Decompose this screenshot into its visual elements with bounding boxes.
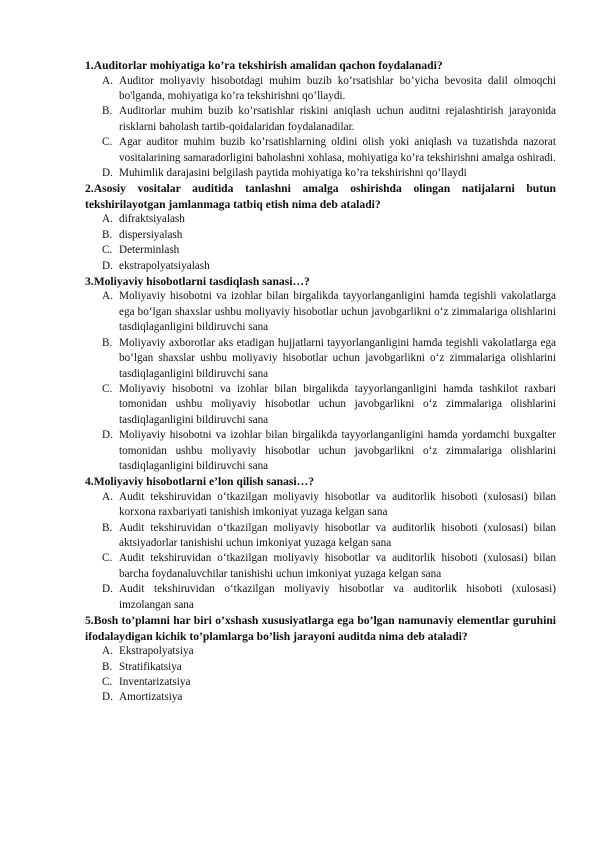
option-text: Moliyaviy axborotlar aks etadigan hujjatlarni tayyorlanganligini hamda tegishli vakolatlarga ega bo‘lgan shaxslar ushbu moliyaviy hisobotlar uchun javobgarlikni o‘z zimmalariga olishlarini tasdiqlaganligini bildiruvchi sana [119, 336, 556, 380]
question-block [85, 58, 556, 181]
answer-option [85, 644, 556, 659]
answer-options [85, 644, 556, 706]
option-letter: B. [102, 228, 113, 241]
option-text: Auditorlar muhim buzib ko’rsatishlar riskini aniqlash uchun auditni rejalashtirish jarayonida risklarni baholash tartib-qoidalaridan foydalanadilar. [119, 105, 556, 133]
option-text: Determinlash [119, 244, 180, 257]
answer-options [85, 212, 556, 274]
answer-option [85, 228, 556, 243]
answer-options [85, 289, 556, 474]
question-block [85, 181, 556, 274]
question-text: 2.Asosiy vositalar auditida tanlashni amalga oshirishda olingan natijalarni butun tekshirilayotgan jamlanmaga tatbiq etish nima deb ataladi? [85, 182, 556, 211]
option-letter: C. [102, 382, 113, 395]
answer-option [85, 243, 556, 258]
option-text: Moliyaviy hisobotni va izohlar bilan birgalikda tayyorlanganligini hamda yordamchi buxgalter tomonidan ushbu moliyaviy hisobotlar uchun javobgarlikni o‘z zimmalariga olishlarini tasdiqlaganligini bildiruvchi sana [119, 429, 556, 472]
answer-option [85, 336, 556, 382]
option-letter: B. [102, 105, 113, 118]
option-letter: A. [102, 290, 113, 303]
option-text: Muhimlik darajasini belgilash paytida mohiyatiga ko’ra tekshirishni qo’llaydi [119, 166, 467, 179]
answer-option [85, 382, 556, 428]
question-text: 5.Bosh to’plamni har biri o’xshash xususiyatlarga ega bo’lgan namunaviy elementlar guruhini ifodalaydigan kichik to’plamlarga bo’lish jarayoni auditda nima deb ataladi? [85, 614, 556, 643]
option-letter: B. [102, 521, 113, 534]
answer-option [85, 660, 556, 675]
option-text: Inventarizatsiya [119, 675, 191, 688]
option-text: Stratifikatsiya [119, 660, 182, 673]
answer-options [85, 490, 556, 613]
answer-option [85, 582, 556, 613]
option-text: ekstrapolyatsiyalash [119, 259, 210, 272]
option-letter: D. [102, 583, 113, 596]
option-text: Audit tekshiruvidan o‘tkazilgan moliyaviy hisobotlar va auditorlik hisoboti (xulosasi) bilan barcha foydanaluvchilar tanishishi uchun imkoniyat yuzaga kelgan sana [119, 552, 556, 580]
answer-option [85, 490, 556, 521]
option-letter: A. [102, 490, 113, 503]
option-letter: C. [102, 136, 113, 149]
answer-option [85, 690, 556, 705]
option-letter: B. [102, 336, 113, 349]
answer-options [85, 74, 556, 182]
answer-option [85, 675, 556, 690]
option-letter: A. [102, 74, 113, 87]
option-letter: D. [102, 259, 113, 272]
option-text: Auditor moliyaviy hisobotdagi muhim buzib ko’rsatishlar bo’yicha bevosita dalil olmoqchi bo'lganda, mohiyatiga ko’ra tekshirishni qo’llaydi. [119, 74, 556, 102]
option-letter: D. [102, 691, 113, 704]
option-letter: C. [102, 244, 113, 257]
option-text: Moliyaviy hisobotni va izohlar bilan birgalikda tayyorlanganligini hamda tashkilot raxbari tomonidan ushbu moliyaviy hisobotlar uchun javobgarlikni o‘z zimmalariga olishlarini tasdiqlaganligini bildiruvchi sana [119, 382, 556, 426]
question-block [85, 613, 556, 706]
answer-option [85, 104, 556, 135]
option-text: Agar auditor muhim buzib ko’rsatishlarning oldini olish yoki aniqlash va tuzatishda nazorat vositalarining samaradorligini baholashni xohlasa, mohiyatiga ko’ra tekshirishni amalga oshiradi. [119, 136, 556, 164]
option-letter: C. [102, 675, 113, 688]
question-list [85, 58, 556, 706]
question-text: 3.Moliyaviy hisobotlarni tasdiqlash sanasi…? [85, 274, 310, 288]
option-text: Amortizatsiya [119, 691, 183, 704]
option-text: Ekstrapolyatsiya [119, 645, 194, 658]
answer-option [85, 259, 556, 274]
question-text: 4.Moliyaviy hisobotlarni e’lon qilish sanasi…? [85, 475, 315, 489]
option-text: Audit tekshiruvidan o‘tkazilgan moliyaviy hisobotlar va auditorlik hisoboti (xulosasi) bilan korxona raxbariyati tanishish imkoniyat yuzaga kelgan sana [119, 490, 556, 519]
answer-option [85, 289, 556, 335]
option-letter: B. [102, 660, 113, 673]
option-letter: A. [102, 213, 113, 226]
option-letter: D. [102, 429, 113, 442]
answer-option [85, 135, 556, 166]
answer-option [85, 551, 556, 582]
question-text: 1.Auditorlar mohiyatiga ko’ra tekshirish amalidan qachon foydalanadi? [85, 59, 443, 72]
option-text: dispersiyalash [119, 228, 183, 241]
option-text: difraktsiyalash [119, 213, 185, 226]
option-text: Audit tekshiruvidan o‘tkazilgan moliyaviy hisobotlar va auditorlik hisoboti (xulosasi) bilan aktsiyadorlar tanishishi uchun imkoniyat yuzaga kelgan sana [119, 521, 556, 550]
answer-option [85, 212, 556, 227]
question-block [85, 274, 556, 474]
option-letter: A. [102, 645, 113, 658]
answer-option [85, 74, 556, 105]
option-text: Audit tekshiruvidan o‘tkazilgan moliyaviy hisobotlar va auditorlik hisoboti (xulosasi) imzolangan sana [119, 583, 556, 611]
option-letter: C. [102, 552, 113, 565]
answer-option [85, 428, 556, 474]
question-block [85, 474, 556, 613]
option-text: Moliyaviy hisobotni va izohlar bilan birgalikda tayyorlanganligini hamda tegishli vakolatlarga ega bo‘lgan shaxslar ushbu moliyaviy hisobotlar uchun javobgarlikni o‘z zimmalariga olishlarini tasdiqlaganligini bildiruvchi sana [119, 290, 556, 334]
answer-option [85, 521, 556, 552]
answer-option [85, 166, 556, 181]
option-letter: D. [102, 166, 113, 179]
